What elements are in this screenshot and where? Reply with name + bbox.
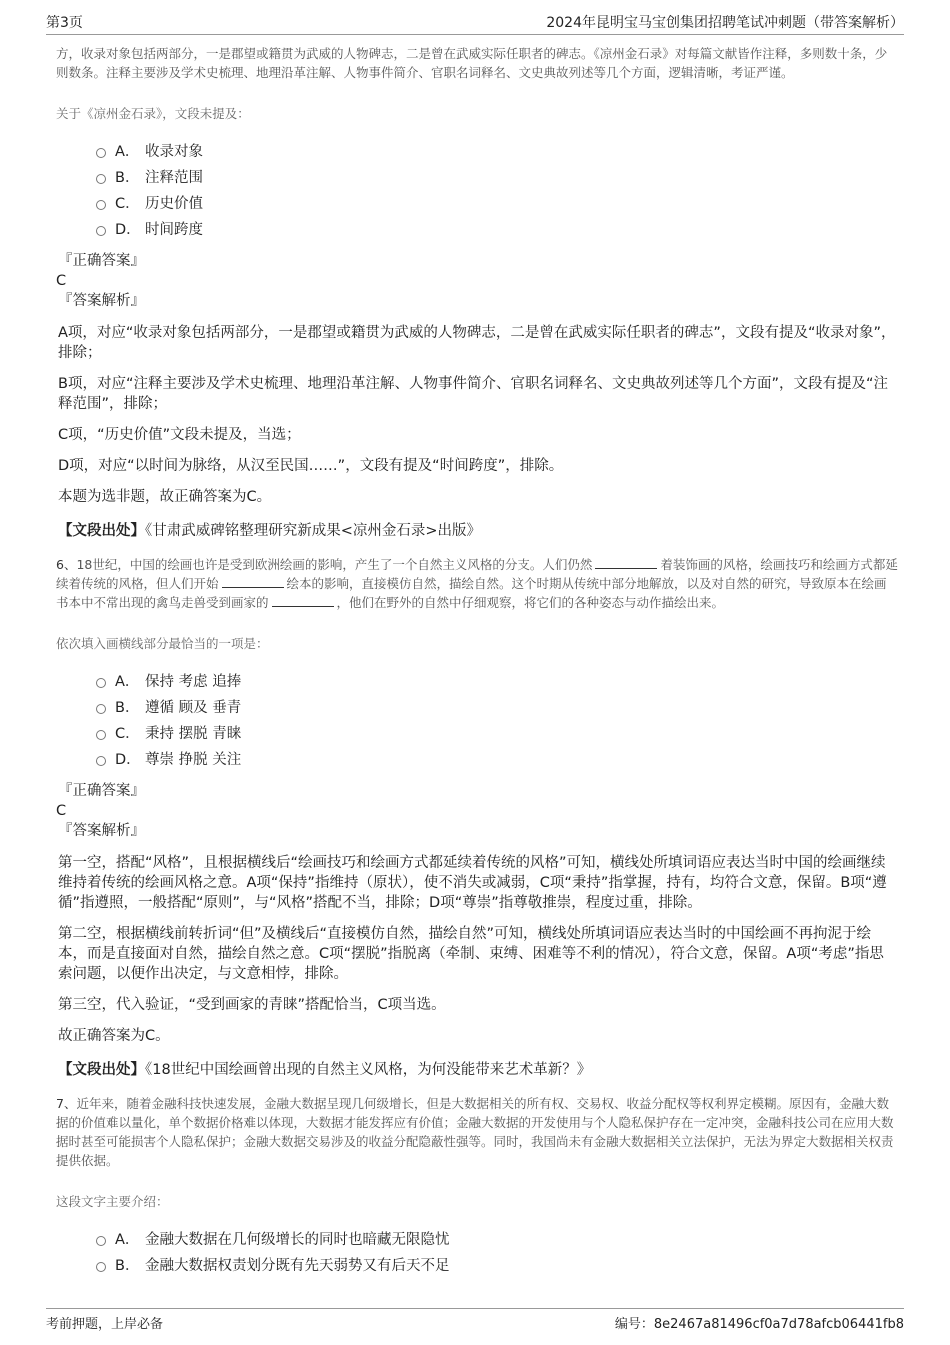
radio-icon[interactable] xyxy=(96,1236,106,1246)
answer-blank[interactable] xyxy=(222,575,284,588)
q6-passage: 6、18世纪，中国的绘画也许是受到欧洲绘画的影响，产生了一个自然主义风格的分支。人们仍然 着装饰画的风格，绘画技巧和绘画方式都延续着传统的风格，但人们开始 绘本的影响，直接模仿自然，描绘自然。这个时期从传统中部分地解放，以及对自然的研究，导致原本在绘画书本中不常出现的禽鸟走兽受到画家的 ，他们在野外的自然中仔细观察，将它们的各种姿态与动作描绘出来。 xyxy=(56,557,898,610)
document-title: 2024年昆明宝马宝创集团招聘笔试冲刺题（带答案解析） xyxy=(546,15,904,31)
q5-option-d[interactable]: D． 时间跨度 xyxy=(96,215,898,241)
q5-analysis-b: B项，对应“注释主要涉及学术史梳理、地理沿革注解、人物事件简介、官职名词释名、文史典故列述等几个方面”，文段有提及“注释范围”，排除； xyxy=(58,376,888,412)
q5-option-a[interactable]: A． 收录对象 xyxy=(96,137,898,163)
q7-passage: 7、近年来，随着金融科技快速发展，金融大数据呈现几何级增长，但是大数据相关的所有权、交易权、收益分配权等权利界定模糊。原因有，金融大数据的价值难以量化，单个数据价格难以体现，大数据才能发挥应有价值；金融大数据的开发使用与个人隐私保护存在一定冲突，金融科技公司在应用大数据时甚至可能损害个人隐私保护；金融大数据交易涉及的收益分配隐蔽性强等。同时，我国尚未有金融大数据相关立法保护，无法为界定大数据相关权责提供依据。 xyxy=(56,1096,894,1168)
q6-analysis-blank2: 第二空，根据横线前转折词“但”及横线后“直接模仿自然，描绘自然”可知，横线处所填词语应表达当时的中国绘画不再拘泥于绘本，而是直接面对自然，描绘自然之意。C项“摆脱”指脱离（牵制、束缚、困难等不利的情况），符合文意，保留。A项“考虑”指思索问题，以便作出决定，与文意相悖，排除。 xyxy=(58,926,884,982)
q5-analysis-label: 『答案解析』 xyxy=(58,293,145,309)
page-number: 第3页 xyxy=(46,15,83,31)
q5-options xyxy=(96,137,898,241)
radio-icon[interactable] xyxy=(96,148,106,158)
radio-icon[interactable] xyxy=(96,226,106,236)
q6-option-c[interactable]: C． 秉持 摆脱 青睐 xyxy=(96,719,898,745)
q6-source: 【文段出处】《18世纪中国绘画曾出现的自然主义风格，为何没能带来艺术革新？》 xyxy=(58,1062,592,1078)
q6-option-b[interactable]: B． 遵循 顾及 垂青 xyxy=(96,693,898,719)
q6-answer-label: 『正确答案』 xyxy=(58,783,145,799)
q7-options xyxy=(96,1225,898,1277)
answer-blank[interactable] xyxy=(595,556,657,569)
q5-passage: 方，收录对象包括两部分，一是郡望或籍贯为武威的人物碑志，二是曾在武威实际任职者的碑志。《凉州金石录》对每篇文献皆作注释，多则数十条，少则数条。注释主要涉及学术史梳理、地理沿革注解、人物事件简介、官职名词释名、文史典故列述等几个方面，逻辑清晰，考证严谨。 xyxy=(56,46,888,80)
q5-source: 【文段出处】《甘肃武威碑铭整理研究新成果<凉州金石录>出版》 xyxy=(58,523,482,539)
q5-analysis-conclusion: 本题为选非题，故正确答案为C。 xyxy=(58,489,272,505)
radio-icon[interactable] xyxy=(96,730,106,740)
q7-option-a[interactable]: A． 金融大数据在几何级增长的同时也暗藏无限隐忧 xyxy=(96,1225,898,1251)
radio-icon[interactable] xyxy=(96,756,106,766)
q6-analysis-label: 『答案解析』 xyxy=(58,823,145,839)
radio-icon[interactable] xyxy=(96,678,106,688)
q5-analysis-a: A项，对应“收录对象包括两部分，一是郡望或籍贯为武威的人物碑志，二是曾在武威实际任职者的碑志”，文段有提及“收录对象”，排除； xyxy=(58,325,896,361)
q7-prompt: 这段文字主要介绍： xyxy=(56,1194,169,1209)
q6-answer: C xyxy=(56,803,67,819)
answer-blank[interactable] xyxy=(272,594,334,607)
q6-options xyxy=(96,667,898,771)
q6-prompt: 依次填入画横线部分最恰当的一项是： xyxy=(56,636,269,651)
radio-icon[interactable] xyxy=(96,174,106,184)
q5-answer: C xyxy=(56,273,67,289)
page-footer xyxy=(46,1308,904,1334)
q7-option-b[interactable]: B． 金融大数据权责划分既有先天弱势又有后天不足 xyxy=(96,1251,898,1277)
q5-prompt: 关于《凉州金石录》，文段未提及： xyxy=(56,106,250,121)
q6-option-d[interactable]: D． 尊崇 挣脱 关注 xyxy=(96,745,898,771)
q6-analysis-blank3: 第三空，代入验证，“受到画家的青睐”搭配恰当，C项当选。 xyxy=(58,997,446,1013)
q6-option-a[interactable]: A． 保持 考虑 追捧 xyxy=(96,667,898,693)
document-code: 编号：8e2467a81496cf0a7d78afcb06441fb8 xyxy=(614,1317,904,1332)
radio-icon[interactable] xyxy=(96,1262,106,1272)
q6-analysis-blank1: 第一空，搭配“风格”，且根据横线后“绘画技巧和绘画方式都延续着传统的风格”可知，横线处所填词语应表达当时中国的绘画继续维持着传统的绘画风格之意。A项“保持”指维持（原状），使不消失或减弱，C项“秉持”指掌握，持有，均符合文意，保留。B项“遵循”指遵照，一般搭配“原则”，与“风格”搭配不当，排除；D项“尊崇”指尊敬推崇，程度过重，排除。 xyxy=(58,855,887,911)
page-header xyxy=(46,10,904,35)
footer-slogan: 考前押题，上岸必备 xyxy=(46,1317,164,1332)
q5-option-b[interactable]: B． 注释范围 xyxy=(96,163,898,189)
radio-icon[interactable] xyxy=(96,704,106,714)
q5-answer-label: 『正确答案』 xyxy=(58,253,145,269)
q5-option-c[interactable]: C． 历史价值 xyxy=(96,189,898,215)
q6-analysis-conclusion: 故正确答案为C。 xyxy=(58,1028,170,1044)
q5-analysis-d: D项，对应“以时间为脉络，从汉至民国……”，文段有提及“时间跨度”，排除。 xyxy=(58,458,564,474)
radio-icon[interactable] xyxy=(96,200,106,210)
content xyxy=(56,44,898,1277)
q5-analysis-c: C项，“历史价值”文段未提及，当选； xyxy=(58,427,301,443)
